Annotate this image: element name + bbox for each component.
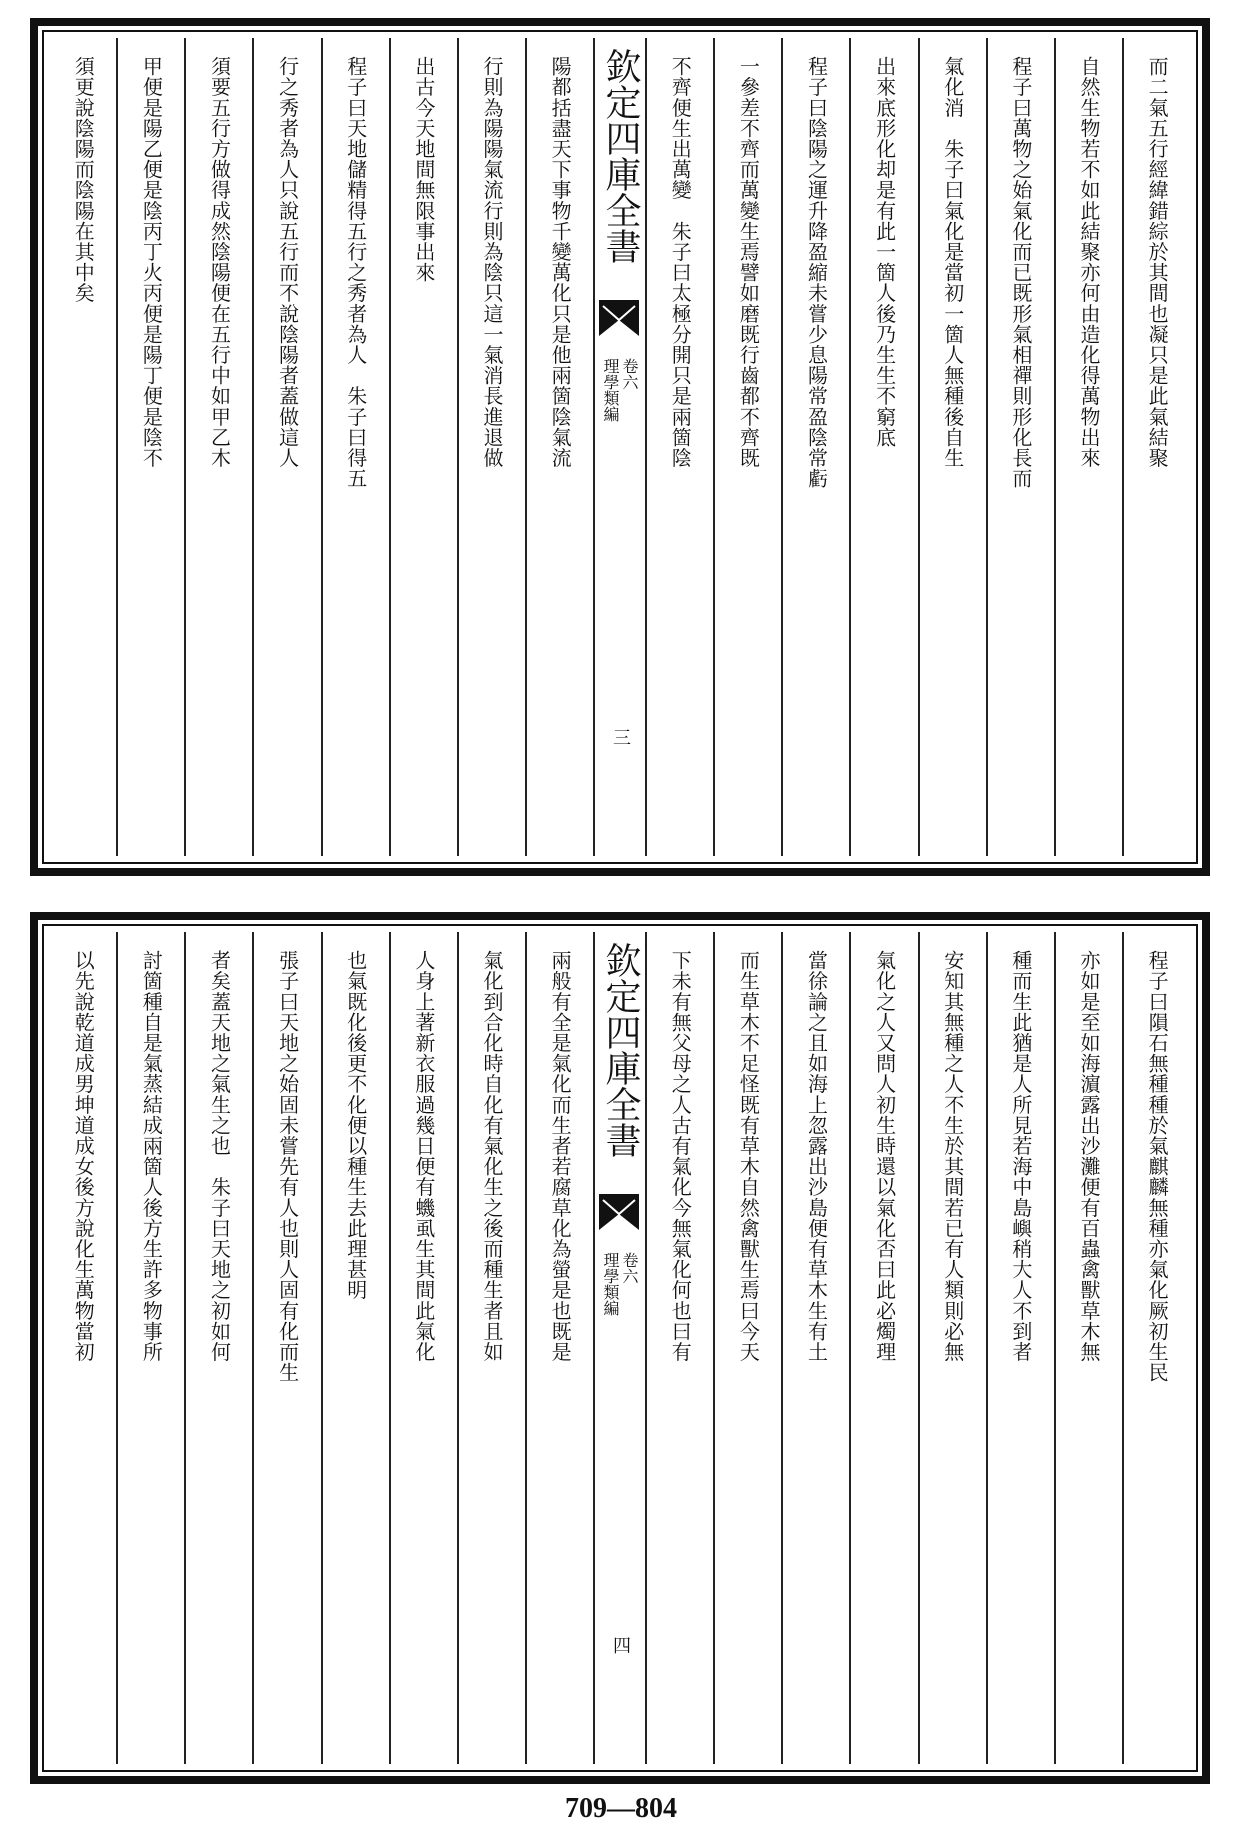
text-column-content: 兩般有全是氣化而生者若腐草化為螢是也既是 (548, 950, 573, 1362)
text-column (713, 932, 781, 1764)
text-column (389, 932, 457, 1764)
text-column (184, 932, 252, 1764)
center-title: 欽定四庫全書 (600, 48, 641, 264)
page-top (30, 18, 1210, 876)
text-column-content: 自然生物若不如此結聚亦何由造化得萬物出來 (1077, 56, 1101, 468)
text-column-content: 而二氣五行經緯錯綜於其間也凝只是此氣結聚 (1145, 56, 1170, 468)
text-column-content: 行之秀者為人只說五行而不說陰陽者蓋做這人 (275, 56, 300, 468)
text-column-content: 程子曰陰陽之運升降盈縮未嘗少息陽常盈陰常虧 (804, 56, 829, 489)
text-column (116, 38, 184, 856)
text-column-content: 陽都括盡天下事物千變萬化只是他兩箇陰氣流 (548, 56, 573, 468)
book-name: 理學類編 (601, 358, 620, 422)
text-column (1122, 932, 1190, 1764)
center-strip (593, 38, 645, 856)
volume-label: 卷六 (620, 1252, 639, 1284)
text-column-content: 氣化到合化時自化有氣化生之後而種生者且如 (480, 950, 504, 1362)
text-column (645, 38, 713, 856)
page-number: 三 (610, 728, 631, 746)
text-column (918, 932, 986, 1764)
text-column (849, 932, 917, 1764)
text-column-content: 不齊便生出萬變 朱子曰太極分開只是兩箇陰 (668, 56, 693, 468)
text-column-content: 以先說乾道成男坤道成女後方說化生萬物當初 (71, 950, 96, 1362)
text-column (986, 932, 1054, 1764)
text-column (713, 38, 781, 856)
text-column (1054, 38, 1122, 856)
text-column (781, 932, 849, 1764)
text-column (321, 38, 389, 856)
text-column (986, 38, 1054, 856)
page-bottom (30, 912, 1210, 1784)
text-column-content: 程子曰隕石無種種於氣麒麟無種亦氣化厥初生民 (1145, 950, 1170, 1383)
text-column (525, 38, 593, 856)
text-column-content: 程子曰萬物之始氣化而已既形氣相禪則形化長而 (1008, 56, 1033, 489)
text-column (252, 932, 320, 1764)
text-column (1122, 38, 1190, 856)
text-column-content: 而生草木不足怪既有草木自然禽獸生焉曰今天 (736, 950, 761, 1362)
text-column (525, 932, 593, 1764)
text-column-content: 者矣蓋天地之氣生之也 朱子曰天地之初如何 (207, 950, 232, 1362)
center-strip (593, 932, 645, 1764)
text-columns-bottom (50, 932, 1190, 1764)
text-column-content: 種而生此猶是人所見若海中島嶼稍大人不到者 (1008, 950, 1033, 1362)
text-column-content: 須更說陰陽而陰陽在其中矣 (71, 56, 96, 304)
text-column-content: 當徐論之且如海上忽露出沙島便有草木生有土 (804, 950, 829, 1362)
text-column-content: 氣化之人又問人初生時還以氣化否曰此必燭理 (872, 950, 897, 1362)
text-column-content: 程子曰天地儲精得五行之秀者為人 朱子曰得五 (343, 56, 368, 489)
text-column-content: 討箇種自是氣蒸結成兩箇人後方生許多物事所 (139, 950, 164, 1362)
page-footer-number: 709—804 (565, 1793, 677, 1824)
text-column-content: 張子曰天地之始固未嘗先有人也則人固有化而生 (275, 950, 300, 1383)
text-column (50, 932, 116, 1764)
fish-tail-mark-icon (599, 1194, 639, 1230)
fish-tail-mark-icon (599, 300, 639, 336)
text-column (1054, 932, 1122, 1764)
text-column (645, 932, 713, 1764)
center-title: 欽定四庫全書 (600, 942, 641, 1158)
text-column-content: 人身上著新衣服過幾日便有蟣虱生其間此氣化 (411, 950, 436, 1362)
text-column (389, 38, 457, 856)
book-name: 理學類編 (601, 1252, 620, 1316)
text-column-content: 下未有無父母之人古有氣化今無氣化何也曰有 (668, 950, 693, 1362)
text-column-content: 行則為陽陽氣流行則為陰只這一氣消長進退做 (480, 56, 504, 468)
text-column (849, 38, 917, 856)
text-columns-top (50, 38, 1190, 856)
text-column-content: 也氣既化後更不化便以種生去此理甚明 (343, 950, 368, 1301)
text-column (918, 38, 986, 856)
text-column-content: 出來底形化却是有此一箇人後乃生生不窮底 (872, 56, 897, 448)
page-number: 四 (610, 1636, 631, 1654)
text-column (184, 38, 252, 856)
text-column-content: 安知其無種之人不生於其間若已有人類則必無 (940, 950, 965, 1362)
text-column-content: 甲便是陽乙便是陰丙丁火丙便是陽丁便是陰不 (139, 56, 164, 468)
text-column-content: 須要五行方做得成然陰陽便在五行中如甲乙木 (207, 56, 232, 468)
volume-label: 卷六 (620, 358, 639, 390)
text-column (457, 932, 525, 1764)
text-column (50, 38, 116, 856)
text-column (116, 932, 184, 1764)
text-column (781, 38, 849, 856)
text-column-content: 一參差不齊而萬變生焉譬如磨既行齒都不齊既 (736, 56, 761, 468)
text-column-content: 氣化消 朱子曰氣化是當初一箇人無種後自生 (940, 56, 965, 468)
text-column (321, 932, 389, 1764)
text-column (252, 38, 320, 856)
text-column-content: 出古今天地間無限事出來 (411, 56, 436, 283)
text-column-content: 亦如是至如海濵露出沙灘便有百蟲禽獸草木無 (1077, 950, 1101, 1362)
text-column (457, 38, 525, 856)
